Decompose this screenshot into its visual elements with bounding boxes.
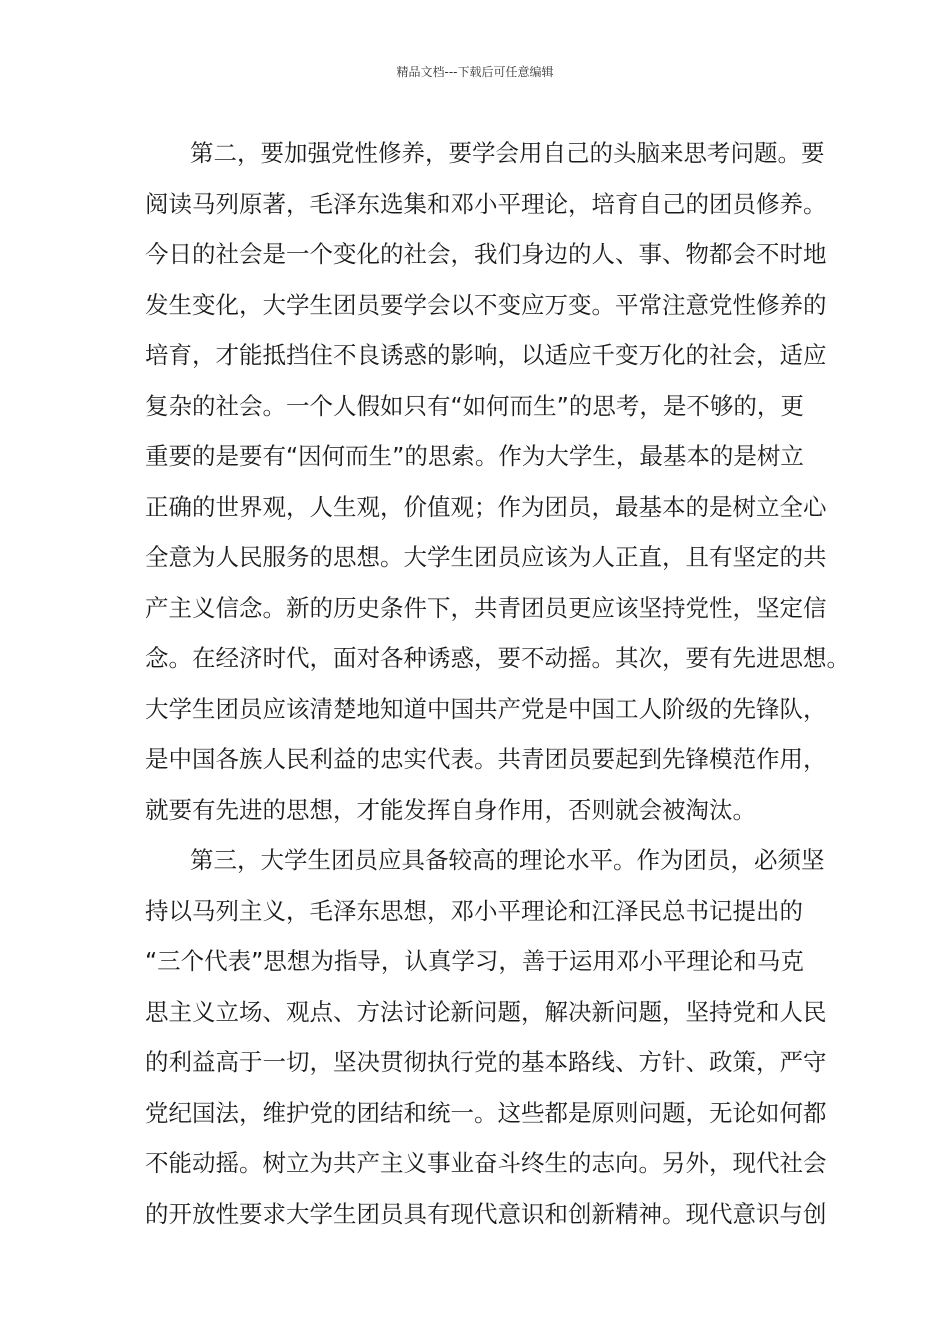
text-line: 全意为人民服务的思想。大学生团员应该为人正直，且有坚定的共: [145, 543, 827, 571]
text-line: 党纪国法，维护党的团结和统一。这些都是原则问题，无论如何都: [145, 1098, 827, 1127]
text-line: “三个代表”思想为指导，认真学习，善于运用邓小平理论和马克: [145, 947, 804, 975]
text-line: 念。在经济时代，面对各种诱惑，要不动摇。其次，要有先进思想。: [145, 644, 850, 672]
text-line: 第三，大学生团员应具备较高的理论水平。作为团员，必须坚: [190, 846, 825, 874]
page-header: 精品文档---下载后可任意编辑: [396, 65, 554, 79]
text-line: 不能动摇。树立为共产主义事业奋斗终生的志向。另外，现代社会: [145, 1149, 827, 1177]
text-line: 是中国各族人民利益的忠实代表。共青团员要起到先锋模范作用，: [145, 745, 827, 773]
text-line: 的开放性要求大学生团员具有现代意识和创新精神。现代意识与创: [145, 1199, 827, 1228]
text-line: 发生变化，大学生团员要学会以不变应万变。平常注意党性修养的: [145, 290, 827, 319]
paragraph: [145, 840, 827, 1244]
text-line: 正确的世界观，人生观，价值观；作为团员，最基本的是树立全心: [145, 492, 827, 521]
text-line: 重要的是要有“因何而生”的思索。作为大学生，最基本的是树立: [145, 442, 804, 470]
paragraph: [145, 133, 850, 840]
text-line: 今日的社会是一个变化的社会，我们身边的人、事、物都会不时地: [145, 240, 827, 268]
text-line: 第二，要加强党性修养，要学会用自己的头脑来思考问题。要: [190, 139, 825, 167]
document-body: [145, 133, 850, 1244]
text-line: 复杂的社会。一个人假如只有“如何而生”的思考，是不够的，更: [145, 391, 804, 420]
text-line: 大学生团员应该清楚地知道中国共产党是中国工人阶级的先锋队，: [145, 694, 827, 723]
text-line: 产主义信念。新的历史条件下，共青团员更应该坚持党性，坚定信: [145, 593, 827, 622]
text-line: 的利益高于一切，坚决贯彻执行党的基本路线、方针、政策，严守: [145, 1048, 827, 1076]
text-line: 持以马列主义，毛泽东思想，邓小平理论和江泽民总书记提出的: [145, 896, 803, 925]
text-line: 培育，才能抵挡住不良诱惑的影响，以适应千变万化的社会，适应: [145, 341, 827, 369]
text-line: 思主义立场、观点、方法讨论新问题，解决新问题，坚持党和人民: [145, 997, 827, 1026]
text-line: 就要有先进的思想，才能发挥自身作用，否则就会被淘汰。: [145, 795, 756, 824]
text-line: 阅读马列原著，毛泽东选集和邓小平理论，培育自己的团员修养。: [145, 189, 827, 218]
